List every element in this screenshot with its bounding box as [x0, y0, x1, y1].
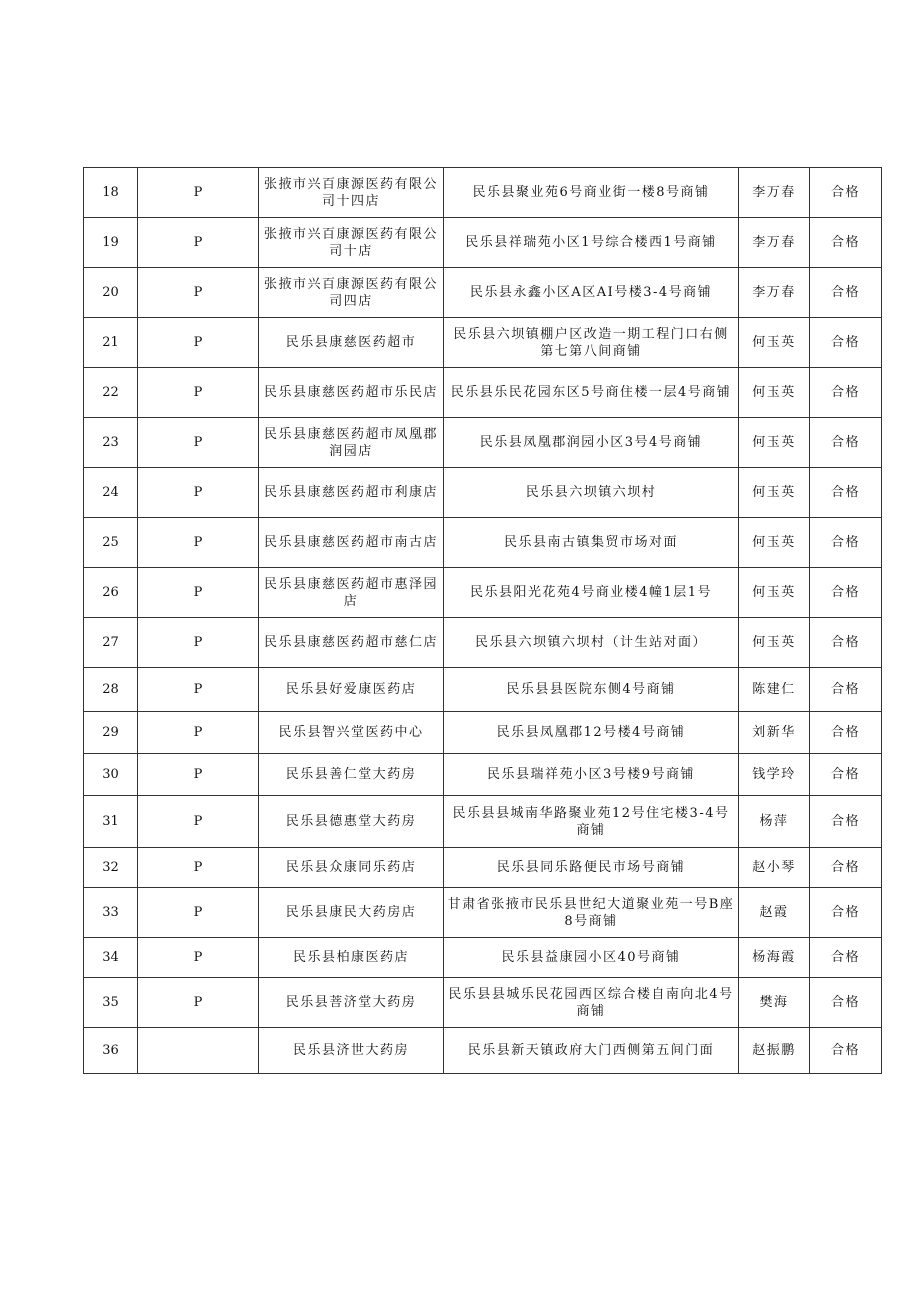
responsible-person-cell: 杨海霞 [739, 938, 810, 978]
category-cell: P [138, 268, 259, 318]
table-row [84, 848, 882, 888]
row-number-cell: 28 [84, 668, 138, 712]
result-cell: 合格 [810, 568, 882, 618]
responsible-person-cell: 何玉英 [739, 418, 810, 468]
address-cell: 民乐县南古镇集贸市场对面 [444, 518, 739, 568]
table-row [84, 888, 882, 938]
row-number-cell: 30 [84, 754, 138, 796]
result-cell: 合格 [810, 938, 882, 978]
result-cell: 合格 [810, 368, 882, 418]
address-cell: 民乐县六坝镇六坝村 [444, 468, 739, 518]
category-cell: P [138, 418, 259, 468]
address-cell: 民乐县县医院东侧4号商铺 [444, 668, 739, 712]
table-row [84, 712, 882, 754]
address-cell: 民乐县凤凰郡润园小区3号4号商铺 [444, 418, 739, 468]
address-cell: 民乐县同乐路便民市场号商铺 [444, 848, 739, 888]
responsible-person-cell: 陈建仁 [739, 668, 810, 712]
category-cell: P [138, 368, 259, 418]
row-number-cell: 18 [84, 168, 138, 218]
result-cell: 合格 [810, 268, 882, 318]
table-row [84, 754, 882, 796]
store-name-cell: 张掖市兴百康源医药有限公司四店 [259, 268, 444, 318]
table-row [84, 938, 882, 978]
row-number-cell: 26 [84, 568, 138, 618]
table-row [84, 418, 882, 468]
store-name-cell: 民乐县康慈医药超市凤凰郡润园店 [259, 418, 444, 468]
address-cell: 民乐县阳光花苑4号商业楼4幢1层1号 [444, 568, 739, 618]
row-number-cell: 29 [84, 712, 138, 754]
row-number-cell: 19 [84, 218, 138, 268]
result-cell: 合格 [810, 796, 882, 848]
store-name-cell: 民乐县康民大药房店 [259, 888, 444, 938]
category-cell: P [138, 318, 259, 368]
result-cell: 合格 [810, 468, 882, 518]
category-cell: P [138, 568, 259, 618]
store-name-cell: 民乐县柏康医药店 [259, 938, 444, 978]
result-cell: 合格 [810, 618, 882, 668]
address-cell: 民乐县祥瑞苑小区1号综合楼西1号商铺 [444, 218, 739, 268]
store-name-cell: 民乐县济世大药房 [259, 1028, 444, 1074]
responsible-person-cell: 何玉英 [739, 618, 810, 668]
address-cell: 民乐县县城南华路聚业苑12号住宅楼3-4号商铺 [444, 796, 739, 848]
table-row [84, 668, 882, 712]
category-cell: P [138, 668, 259, 712]
address-cell: 甘肃省张掖市民乐县世纪大道聚业苑一号B座8号商铺 [444, 888, 739, 938]
table-row [84, 268, 882, 318]
responsible-person-cell: 李万春 [739, 168, 810, 218]
responsible-person-cell: 何玉英 [739, 468, 810, 518]
category-cell: P [138, 218, 259, 268]
row-number-cell: 24 [84, 468, 138, 518]
table-row [84, 318, 882, 368]
row-number-cell: 23 [84, 418, 138, 468]
table-row [84, 368, 882, 418]
address-cell: 民乐县聚业苑6号商业街一楼8号商铺 [444, 168, 739, 218]
category-cell: P [138, 712, 259, 754]
category-cell: P [138, 168, 259, 218]
category-cell: P [138, 754, 259, 796]
table-row [84, 218, 882, 268]
responsible-person-cell: 赵小琴 [739, 848, 810, 888]
address-cell: 民乐县乐民花园东区5号商住楼一层4号商铺 [444, 368, 739, 418]
table-body [84, 168, 882, 1074]
category-cell: P [138, 796, 259, 848]
category-cell: P [138, 618, 259, 668]
store-name-cell: 民乐县智兴堂医药中心 [259, 712, 444, 754]
responsible-person-cell: 何玉英 [739, 518, 810, 568]
store-name-cell: 民乐县康慈医药超市惠泽园店 [259, 568, 444, 618]
result-cell: 合格 [810, 848, 882, 888]
table-row [84, 618, 882, 668]
address-cell: 民乐县六坝镇棚户区改造一期工程门口右侧第七第八间商铺 [444, 318, 739, 368]
store-name-cell: 民乐县善仁堂大药房 [259, 754, 444, 796]
store-name-cell: 民乐县菩济堂大药房 [259, 978, 444, 1028]
row-number-cell: 21 [84, 318, 138, 368]
responsible-person-cell: 赵振鹏 [739, 1028, 810, 1074]
row-number-cell: 32 [84, 848, 138, 888]
store-name-cell: 民乐县康慈医药超市 [259, 318, 444, 368]
responsible-person-cell: 赵霞 [739, 888, 810, 938]
row-number-cell: 36 [84, 1028, 138, 1074]
result-cell: 合格 [810, 978, 882, 1028]
store-name-cell: 民乐县康慈医药超市慈仁店 [259, 618, 444, 668]
table-row [84, 978, 882, 1028]
row-number-cell: 35 [84, 978, 138, 1028]
store-name-cell: 民乐县康慈医药超市南古店 [259, 518, 444, 568]
table-row [84, 518, 882, 568]
responsible-person-cell: 何玉英 [739, 318, 810, 368]
address-cell: 民乐县凤凰郡12号楼4号商铺 [444, 712, 739, 754]
table-row [84, 1028, 882, 1074]
result-cell: 合格 [810, 754, 882, 796]
address-cell: 民乐县县城乐民花园西区综合楼自南向北4号商铺 [444, 978, 739, 1028]
row-number-cell: 20 [84, 268, 138, 318]
row-number-cell: 25 [84, 518, 138, 568]
row-number-cell: 22 [84, 368, 138, 418]
result-cell: 合格 [810, 668, 882, 712]
address-cell: 民乐县永鑫小区A区AI号楼3-4号商铺 [444, 268, 739, 318]
row-number-cell: 27 [84, 618, 138, 668]
category-cell: P [138, 938, 259, 978]
result-cell: 合格 [810, 168, 882, 218]
category-cell: P [138, 518, 259, 568]
responsible-person-cell: 刘新华 [739, 712, 810, 754]
category-cell: P [138, 978, 259, 1028]
responsible-person-cell: 李万春 [739, 268, 810, 318]
result-cell: 合格 [810, 418, 882, 468]
result-cell: 合格 [810, 1028, 882, 1074]
category-cell: P [138, 468, 259, 518]
category-cell: P [138, 888, 259, 938]
row-number-cell: 33 [84, 888, 138, 938]
result-cell: 合格 [810, 518, 882, 568]
responsible-person-cell: 杨萍 [739, 796, 810, 848]
table-row [84, 468, 882, 518]
inspection-results-table [83, 167, 882, 1074]
store-name-cell: 民乐县康慈医药超市乐民店 [259, 368, 444, 418]
result-cell: 合格 [810, 318, 882, 368]
result-cell: 合格 [810, 888, 882, 938]
responsible-person-cell: 何玉英 [739, 368, 810, 418]
responsible-person-cell: 樊海 [739, 978, 810, 1028]
address-cell: 民乐县益康园小区40号商铺 [444, 938, 739, 978]
store-name-cell: 张掖市兴百康源医药有限公司十四店 [259, 168, 444, 218]
address-cell: 民乐县六坝镇六坝村（计生站对面） [444, 618, 739, 668]
result-cell: 合格 [810, 218, 882, 268]
row-number-cell: 34 [84, 938, 138, 978]
store-name-cell: 民乐县康慈医药超市利康店 [259, 468, 444, 518]
store-name-cell: 张掖市兴百康源医药有限公司十店 [259, 218, 444, 268]
table-row [84, 568, 882, 618]
responsible-person-cell: 钱学玲 [739, 754, 810, 796]
store-name-cell: 民乐县德惠堂大药房 [259, 796, 444, 848]
table-row [84, 168, 882, 218]
responsible-person-cell: 何玉英 [739, 568, 810, 618]
store-name-cell: 民乐县众康同乐药店 [259, 848, 444, 888]
address-cell: 民乐县新天镇政府大门西侧第五间门面 [444, 1028, 739, 1074]
table-row [84, 796, 882, 848]
row-number-cell: 31 [84, 796, 138, 848]
store-name-cell: 民乐县好爱康医药店 [259, 668, 444, 712]
address-cell: 民乐县瑞祥苑小区3号楼9号商铺 [444, 754, 739, 796]
result-cell: 合格 [810, 712, 882, 754]
responsible-person-cell: 李万春 [739, 218, 810, 268]
category-cell: P [138, 848, 259, 888]
category-cell [138, 1028, 259, 1074]
